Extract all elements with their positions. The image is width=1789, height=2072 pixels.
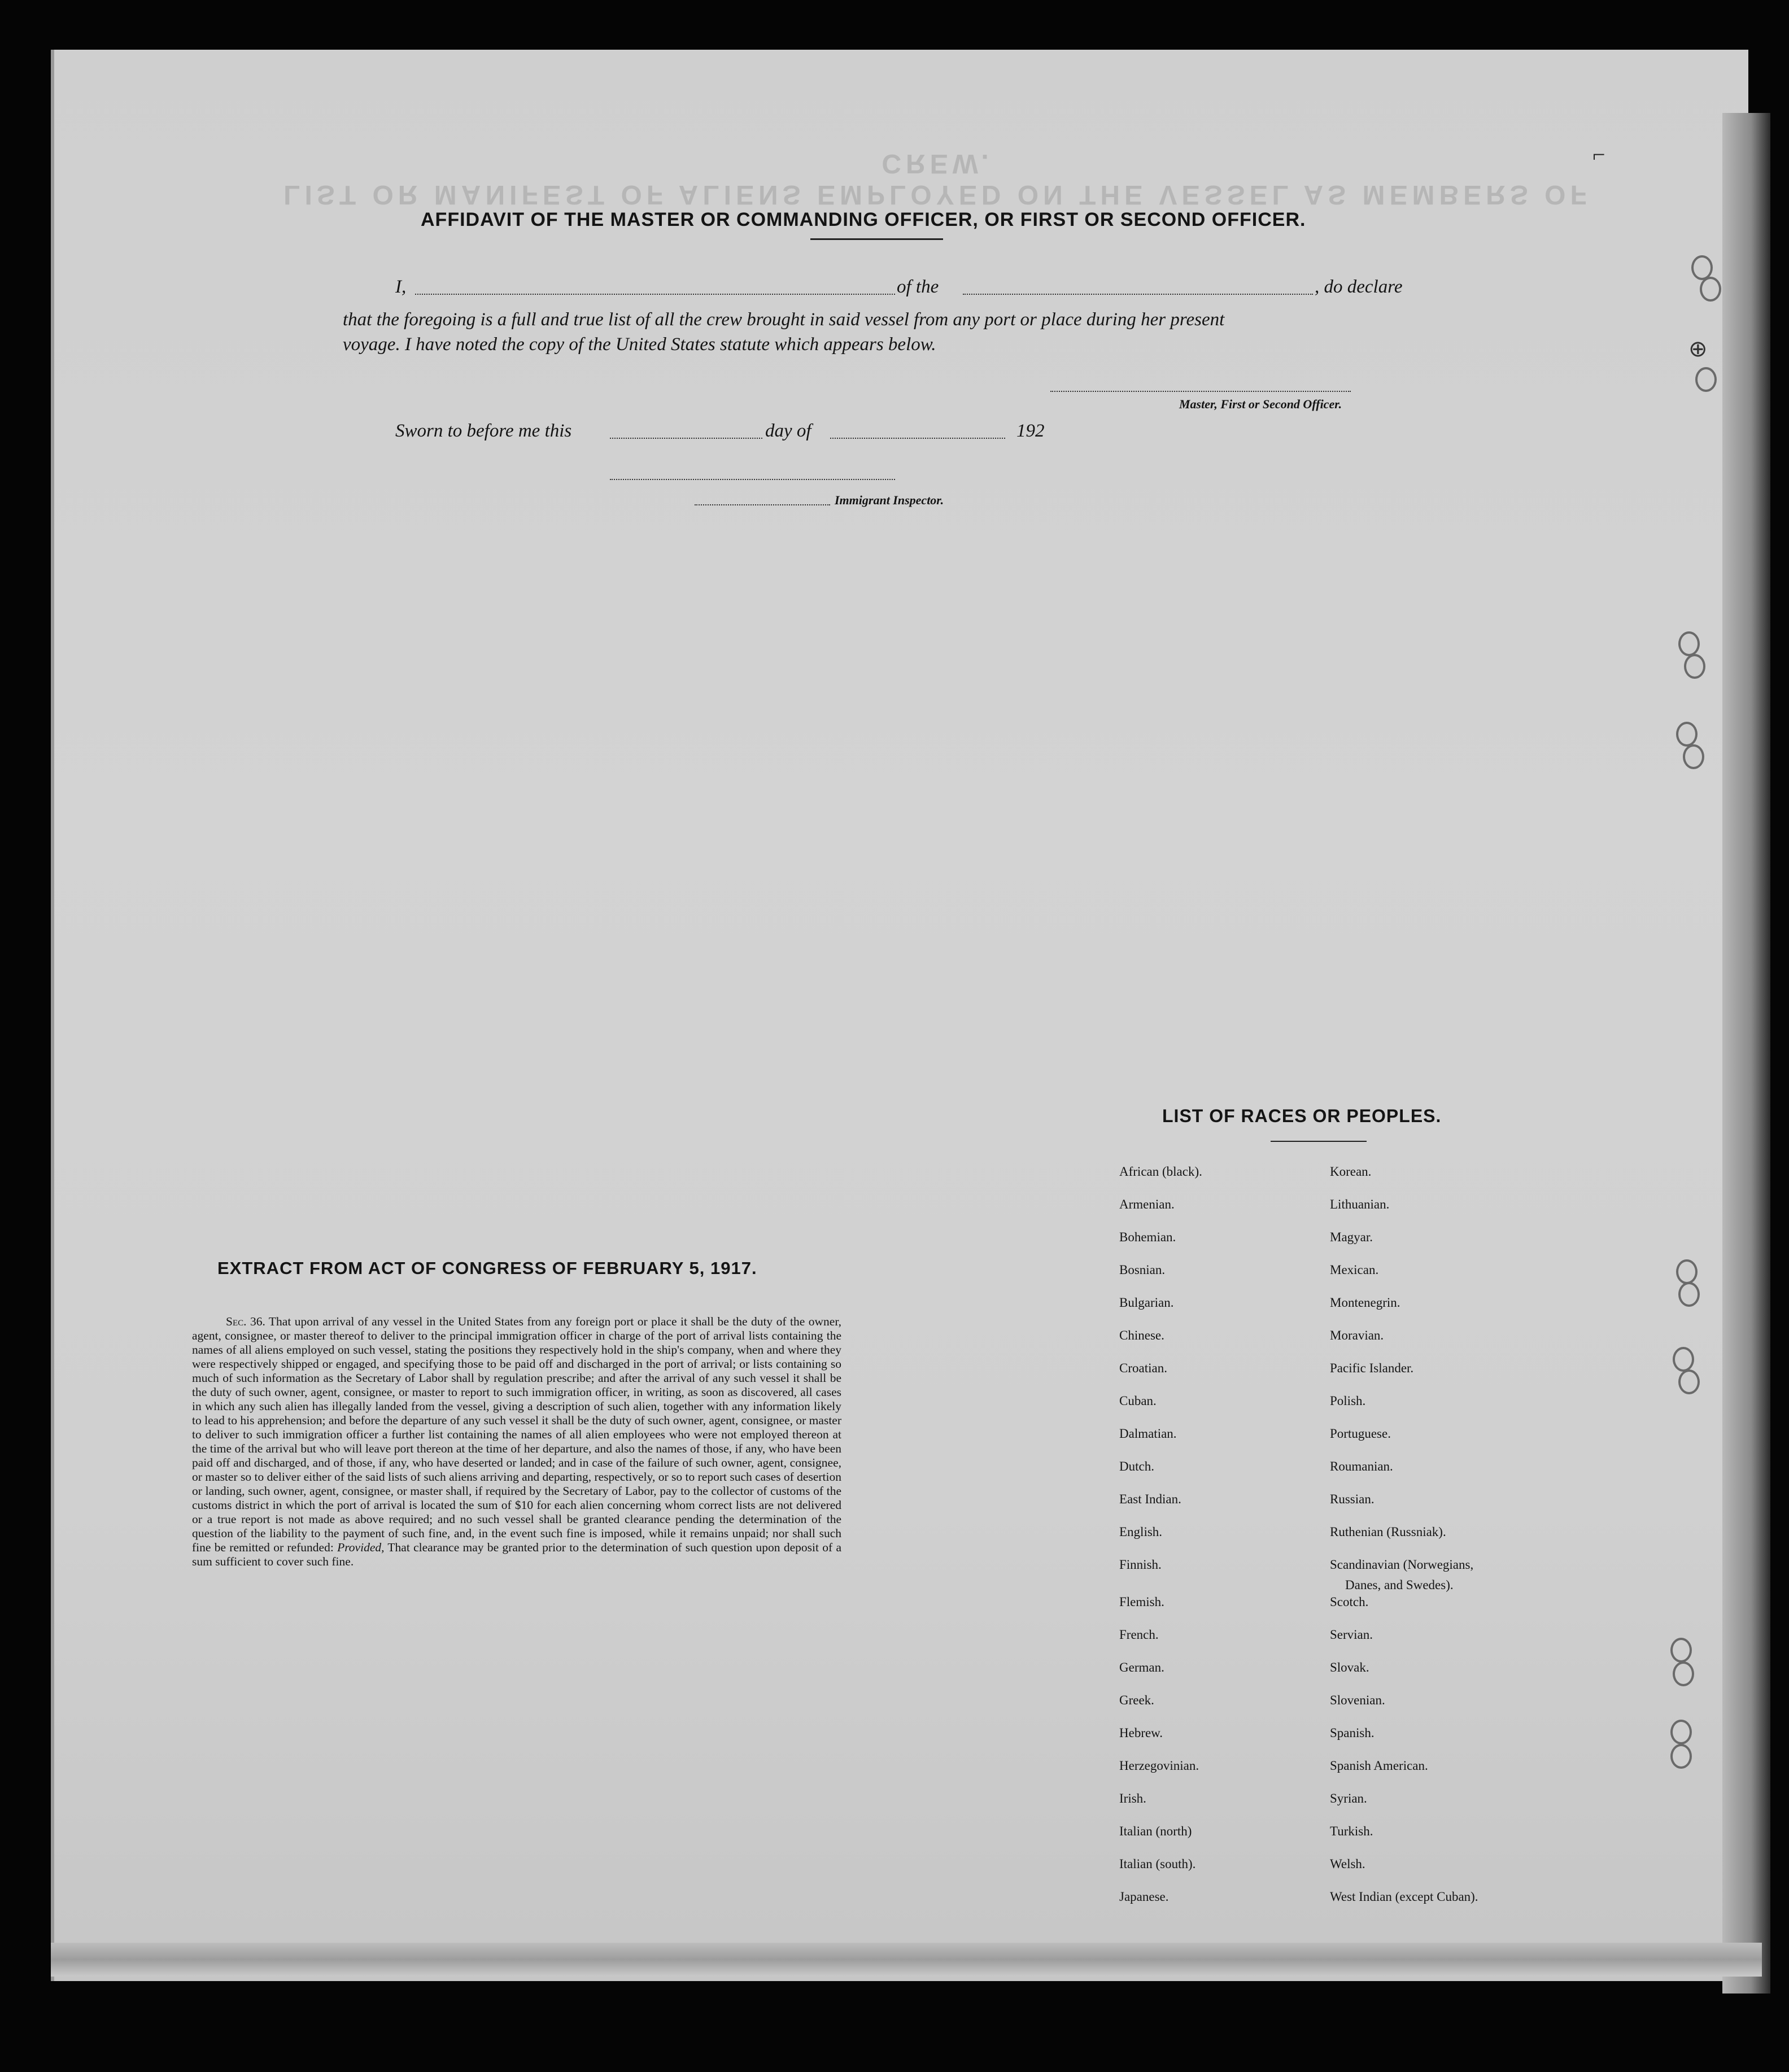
race-item: Finnish. [1119, 1558, 1162, 1572]
race-item: English. [1119, 1525, 1163, 1539]
race-item: Slovenian. [1330, 1693, 1385, 1707]
race-item: Polish. [1330, 1394, 1366, 1408]
race-continuation: Danes, and Swedes). [1345, 1578, 1454, 1592]
punch-hole-icon [1684, 654, 1705, 679]
inspector-dotted-lead [695, 504, 830, 505]
race-item: Dalmatian. [1119, 1427, 1177, 1441]
punch-hole-icon [1673, 1661, 1694, 1686]
punch-hole-icon [1678, 631, 1700, 656]
race-item: Spanish. [1330, 1726, 1375, 1740]
extract-text-part-2: That clearance may be granted prior to the determination of such question upon deposit of a sum sufficient to cover such fine. [192, 1541, 841, 1568]
sworn-text: Sworn to before me this [395, 421, 572, 441]
punch-hole-icon [1683, 744, 1704, 769]
punch-hole-icon [1670, 1744, 1692, 1769]
race-item: Pacific Islander. [1330, 1361, 1414, 1375]
race-item: Flemish. [1119, 1595, 1164, 1609]
punch-hole-icon [1678, 1282, 1700, 1307]
day-blank [610, 438, 762, 439]
punch-hole-icon [1670, 1720, 1692, 1744]
race-item: French. [1119, 1628, 1159, 1642]
punch-hole-icon [1695, 367, 1717, 392]
race-item: Roumanian. [1330, 1459, 1393, 1473]
races-title: LIST OF RACES OR PEOPLES. [1162, 1106, 1442, 1126]
races-title-underline [1271, 1141, 1367, 1142]
punch-hole-icon: ⊕ [1688, 336, 1708, 362]
race-item: Magyar. [1330, 1230, 1373, 1244]
punch-hole-icon [1700, 277, 1721, 302]
affidavit-of-the: of the [897, 277, 939, 297]
race-item: Italian (south). [1119, 1857, 1196, 1871]
inspector-signature-label: Immigrant Inspector. [835, 493, 944, 507]
extract-title: EXTRACT FROM ACT OF CONGRESS OF FEBRUARY 5, 1917. [217, 1258, 757, 1278]
race-item: Mexican. [1330, 1263, 1379, 1277]
affidavit-line-2: that the foregoing is a full and true list of all the crew brought in said vessel from any port or place during her present [343, 309, 1225, 330]
race-item: Cuban. [1119, 1394, 1157, 1408]
extract-body [192, 1315, 841, 1569]
race-item: Portuguese. [1330, 1427, 1391, 1441]
punch-hole-icon [1670, 1638, 1692, 1663]
bleed-through-header: LIST OR MANIFEST OF ALIENS EMPLOYED ON THE VESSEL AS MEMBERS OF CREW. [283, 149, 1591, 210]
race-item: Armenian. [1119, 1197, 1175, 1211]
race-item: Slovak. [1330, 1660, 1369, 1674]
affidavit-title: AFFIDAVIT OF THE MASTER OR COMMANDING OFFICER, OR FIRST OR SECOND OFFICER. [421, 209, 1306, 230]
race-item: Scandinavian (Norwegians, [1330, 1558, 1474, 1572]
section-label: Sec. 36. [226, 1315, 265, 1328]
race-item: Scotch. [1330, 1595, 1369, 1609]
inspector-signature-line [610, 479, 895, 480]
race-item: Chinese. [1119, 1328, 1164, 1342]
race-item: Syrian. [1330, 1791, 1367, 1805]
pencil-mark-icon: ⌐ [1592, 142, 1605, 167]
race-item: Japanese. [1119, 1890, 1169, 1904]
race-item: Ruthenian (Russniak). [1330, 1525, 1446, 1539]
race-item: Servian. [1330, 1628, 1373, 1642]
vessel-blank [963, 294, 1313, 295]
punch-hole-icon [1676, 722, 1698, 747]
page-edge [1722, 113, 1770, 1994]
punch-hole-icon [1678, 1369, 1700, 1394]
race-item: Russian. [1330, 1492, 1375, 1506]
race-item: Lithuanian. [1330, 1197, 1390, 1211]
master-signature-line [1050, 391, 1351, 392]
punch-hole-icon [1673, 1347, 1694, 1372]
race-item: Bohemian. [1119, 1230, 1176, 1244]
race-item: Italian (north) [1119, 1824, 1192, 1838]
race-item: Irish. [1119, 1791, 1146, 1805]
title-underline [810, 238, 943, 240]
punch-hole-icon [1676, 1259, 1698, 1284]
page-bottom-edge [51, 1943, 1762, 1977]
race-item: African (black). [1119, 1164, 1202, 1179]
race-item: Montenegrin. [1330, 1295, 1400, 1310]
name-blank [415, 294, 895, 295]
race-item: Korean. [1330, 1164, 1372, 1179]
race-item: East Indian. [1119, 1492, 1181, 1506]
race-item: Bosnian. [1119, 1263, 1166, 1277]
race-item: Croatian. [1119, 1361, 1167, 1375]
race-item: Welsh. [1330, 1857, 1365, 1871]
affidavit-i: I, [395, 277, 407, 297]
extract-provided: Provided, [337, 1541, 385, 1554]
year-text: 192 [1016, 421, 1045, 441]
race-item: Spanish American. [1330, 1759, 1428, 1773]
race-item: West Indian (except Cuban). [1330, 1890, 1478, 1904]
affidavit-declare: , do declare [1315, 277, 1403, 297]
race-item: Herzegovinian. [1119, 1759, 1199, 1773]
race-item: Bulgarian. [1119, 1295, 1174, 1310]
extract-text-part-1: That upon arrival of any vessel in the United States from any foreign port or place it shall be the duty of the owner, agent, consignee, or master thereof to deliver to the principal immigration officer in charge of the port of arrival lists containing the names of all aliens employed on such vessel, stating the positions they respectively hold in the ship's company, when and where they were respectively shipped or engaged, and specifying those to be paid off and discharged in the port of arrival; or lists containing so much of such information as the Secretary of Labor shall by regulation prescribe; and after the arrival of any such vessel it shall be the duty of such owner, agent, consignee, or master to report to such immigration officer, in writing, as soon as discovered, all cases in which any such alien has illegally landed from the vessel, giving a description of such alien, together with any information likely to lead to his apprehension; and before the departure of any such vessel it shall be the duty of such owner, agent, consignee, or master to deliver to such immigration officer a further list containing the names of all alien employees who were not employed thereon at the time of the arrival but who will leave port thereon at the time of her departure, and also the names of those, if any, who have been paid off and discharged, and of those, if any, who have deserted or landed; and in case of the failure of such owner, agent, consignee, or master so to deliver either of the said lists of such aliens arriving and departing, respectively, or so to report such cases of desertion or landing, such owner, agent, consignee, or master shall, if required by the Secretary of Labor, pay to the collector of customs of the customs district in which the port of arrival is located the sum of $10 for each alien concerning whom correct lists are not delivered or a true report is not made as above required; and no such vessel shall be granted clearance pending the determination of the question of the liability to the payment of such fine, and, in the event such fine is imposed, while it remains unpaid; nor shall such fine be remitted or refunded: [192, 1315, 841, 1554]
master-signature-label: Master, First or Second Officer. [1179, 397, 1342, 411]
month-blank [830, 438, 1005, 439]
race-item: Greek. [1119, 1693, 1154, 1707]
race-item: Hebrew. [1119, 1726, 1163, 1740]
affidavit-line-3: voyage. I have noted the copy of the United States statute which appears below. [343, 334, 936, 355]
race-item: Turkish. [1330, 1824, 1373, 1838]
race-item: Moravian. [1330, 1328, 1384, 1342]
day-of-text: day of [765, 421, 811, 441]
race-item: German. [1119, 1660, 1164, 1674]
race-item: Dutch. [1119, 1459, 1154, 1473]
